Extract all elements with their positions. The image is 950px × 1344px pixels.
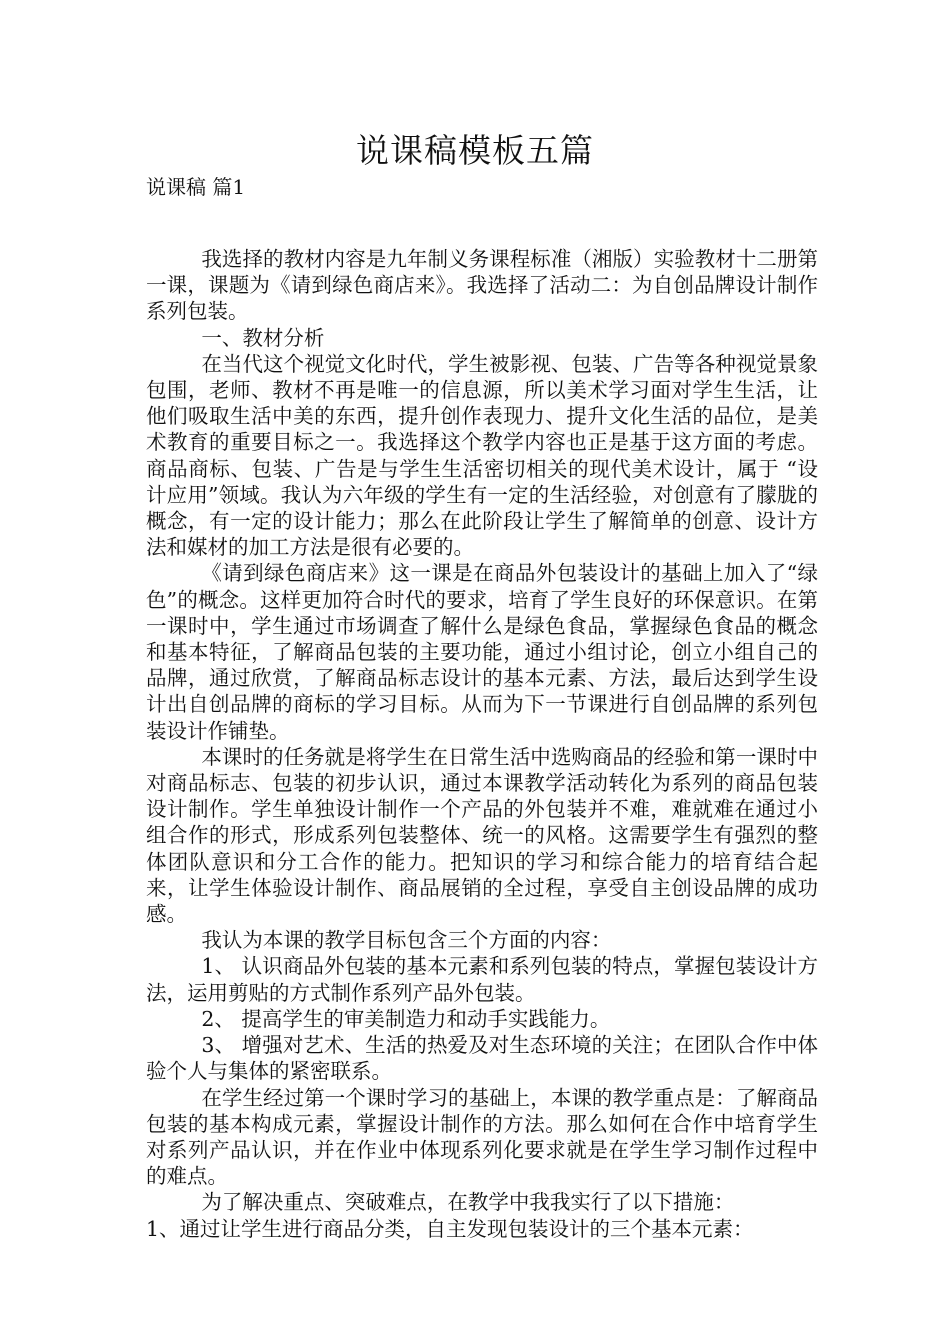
paragraph: 为了解决重点、突破难点，在教学中我我实行了以下措施： <box>201 1190 735 1215</box>
list-item: 1、 认识商品外包装的基本元素和系列包装的特点，掌握包装设计方法，运用剪贴的方式制作系列产品外包装。 <box>146 954 818 1005</box>
paragraph: 《请到绿色商店来》这一课是在商品外包装设计的基础上加入了“绿色”的概念。这样更加符合时代的要求，培育了学生良好的环保意识。在第一课时中，学生通过市场调查了解什么是绿色食品，掌握绿色食品的概念和基本特征，了解商品包装的主要功能，通过小组讨论，创立小组自己的品牌，通过欣赏，了解商品标志设计的基本元素、方法，最后达到学生设计出自创品牌的商标的学习目标。从而为下一节课进行自创品牌的系列包装设计作铺垫。 <box>146 561 818 743</box>
section-heading: 一、教材分析 <box>201 325 325 350</box>
document-subtitle: 说课稿 篇1 <box>146 175 246 199</box>
paragraph: 我认为本课的教学目标包含三个方面的内容： <box>201 928 612 953</box>
paragraph-intro: 我选择的教材内容是九年制义务课程标准（湘版）实验教材十二册第一课，课题为《请到绿色商店来》。我选择了活动二：为自创品牌设计制作系列包装。 <box>146 247 818 324</box>
list-item: 2、 提高学生的审美制造力和动手实践能力。 <box>201 1006 611 1031</box>
paragraph: 在学生经过第一个课时学习的基础上，本课的教学重点是：了解商品包装的基本构成元素，掌握设计制作的方法。那么如何在合作中培育学生对系列产品认识，并在作业中体现系列化要求就是在学生学习制作过程中的难点。 <box>146 1085 818 1189</box>
list-item: 3、 增强对艺术、生活的热爱及对生态环境的关注；在团队合作中体验个人与集体的紧密联系。 <box>146 1033 818 1084</box>
paragraph: 在当代这个视觉文化时代，学生被影视、包装、广告等各种视觉景象包围，老师、教材不再是唯一的信息源，所以美术学习面对学生生活，让他们吸取生活中美的东西，提升创作表现力、提升文化生活的品位，是美术教育的重要目标之一。我选择这个教学内容也正是基于这方面的考虑。商品商标、包装、广告是与学生生活密切相关的现代美术设计，属于 “设计应用”领域。我认为六年级的学生有一定的生活经验，对创意有了朦胧的概念，有一定的设计能力；那么在此阶段让学生了解简单的创意、设计方法和媒材的加工方法是很有必要的。 <box>146 351 818 560</box>
paragraph: 本课时的任务就是将学生在日常生活中选购商品的经验和第一课时中对商品标志、包装的初步认识，通过本课教学活动转化为系列的商品包装设计制作。学生单独设计制作一个产品的外包装并不难，难就难在通过小组合作的形式，形成系列包装整体、统一的风格。这需要学生有强烈的整体团队意识和分工合作的能力。把知识的学习和综合能力的培育结合起来，让学生体验设计制作、商品展销的全过程，享受自主创设品牌的成功感。 <box>146 744 818 927</box>
list-item: 1、通过让学生进行商品分类，自主发现包装设计的三个基本元素： <box>146 1216 754 1241</box>
document-title: 说课稿模板五篇 <box>356 131 594 170</box>
document-body <box>146 246 818 1242</box>
